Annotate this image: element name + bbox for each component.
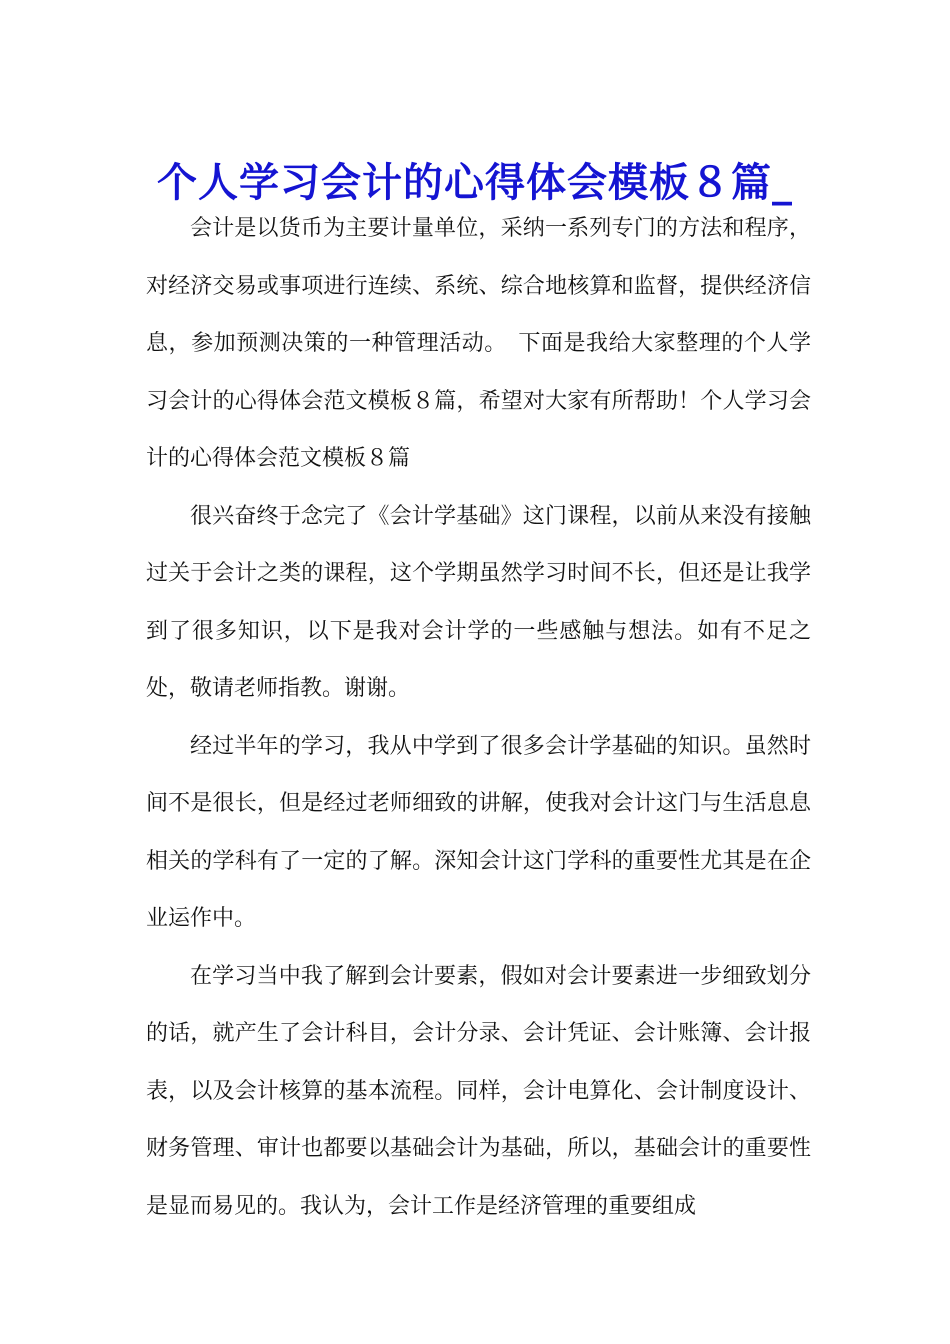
paragraph-half-year-study: 经过半年的学习，我从中学到了很多会计学基础的知识。虽然时间不是很长，但是经过老师细致的讲解，使我对会计这门与生活息息相关的学科有了一定的了解。深知会计这门学科的重要性尤其是在企业运作中。 bbox=[146, 733, 811, 931]
document-body bbox=[146, 200, 811, 1235]
paragraph-accounting-elements: 在学习当中我了解到会计要素，假如对会计要素进一步细致划分的话，就产生了会计科目，会计分录、会计凭证、会计账簿、会计报表，以及会计核算的基本流程。同样，会计电算化、会计制度设计、财务管理、审计也都要以基础会计为基础，所以，基础会计的重要性是显而易见的。我认为，会计工作是经济管理的重要组成 bbox=[146, 963, 811, 1219]
paragraph-intro: 会计是以货币为主要计量单位，采纳一系列专门的方法和程序，对经济交易或事项进行连续、系统、综合地核算和监督，提供经济信息，参加预测决策的一种管理活动。 下面是我给大家整理的个人学习会计的心得体会范文模板８篇，希望对大家有所帮助！个人学习会计的心得体会范文模板８篇 bbox=[146, 216, 811, 471]
document-title: 个人学习会计的心得体会模板８篇_ bbox=[157, 158, 793, 206]
paragraph-course-completion: 很兴奋终于念完了《会计学基础》这门课程，以前从来没有接触过关于会计之类的课程，这个学期虽然学习时间不长，但还是让我学到了很多知识，以下是我对会计学的一些感触与想法。如有不足之处，敬请老师指教。谢谢。 bbox=[146, 503, 811, 701]
